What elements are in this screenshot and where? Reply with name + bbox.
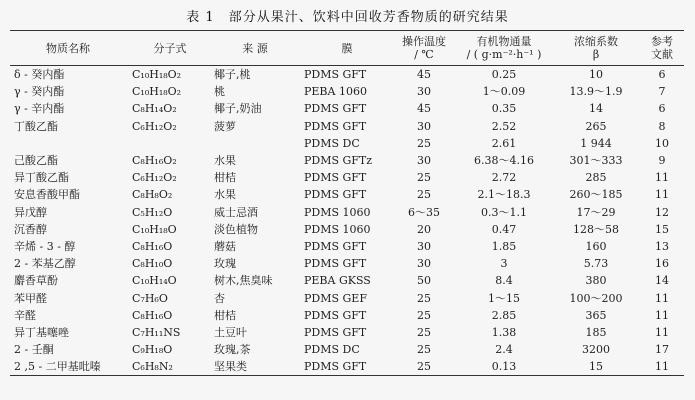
cell-flux: 0.47 [491,222,517,236]
table-number: 表 1 [186,10,215,25]
cell-name: 异丁基噻唑 [14,325,69,339]
cell-source: 柑桔 [214,171,236,185]
table-row [10,118,684,135]
cell-reference: 6 [658,102,666,116]
cell-flux: 0.3～1.1 [481,205,527,219]
cell-temperature: 30 [417,239,431,253]
cell-flux: 1.38 [491,325,517,339]
cell-flux: 2.1～18.3 [477,188,531,202]
cell-flux: 2.72 [491,171,517,185]
cell-formula: C₁₀H₁₈O₂ [132,85,182,99]
header-membrane: 膜 [341,41,353,55]
cell-temperature: 25 [417,308,431,322]
cell-formula: C₈H₁₄O₂ [132,102,177,116]
cell-membrane: PEBA GKSS [304,274,371,288]
cell-enrichment: 1 944 [580,136,612,150]
table-row [10,272,684,289]
cell-source: 威士忌酒 [214,205,258,219]
cell-membrane: PDMS GFT [304,360,367,374]
cell-enrichment: 380 [585,274,607,288]
table-row [10,169,684,186]
cell-membrane: PDMS GFT [304,308,367,322]
cell-temperature: 25 [417,360,431,374]
cell-flux: 3 [500,257,508,271]
cell-enrichment: 160 [585,239,607,253]
cell-enrichment: 285 [585,171,607,185]
results-table [10,30,684,376]
cell-formula: C₉H₁₈O [132,343,173,357]
cell-name: 异戊醇 [14,205,47,219]
cell-name: 己酸乙酯 [14,154,58,168]
cell-flux: 2.52 [491,119,517,133]
cell-reference: 13 [655,239,669,253]
cell-name: 丁酸乙酯 [14,119,58,133]
cell-enrichment: 17～29 [576,205,616,219]
cell-enrichment: 15 [589,360,603,374]
cell-temperature: 30 [417,85,431,99]
table-row [10,238,684,255]
cell-reference: 11 [655,291,669,305]
cell-reference: 7 [658,85,666,99]
cell-reference: 17 [655,343,669,357]
cell-source: 淡色植物 [214,222,258,236]
cell-formula: C₁₀H₁₈O [132,222,177,236]
cell-flux: 1～15 [488,291,520,305]
cell-membrane: PDMS 1060 [304,222,371,236]
cell-membrane: PDMS GFT [304,171,367,185]
cell-source: 水果 [214,154,236,168]
cell-flux: 0.25 [491,68,517,82]
cell-formula: C₈H₈O₂ [132,188,173,202]
cell-temperature: 6～35 [408,205,440,219]
cell-temperature: 45 [417,68,431,82]
cell-reference: 6 [658,68,666,82]
header-flux [456,31,552,66]
cell-name: γ - 辛内酯 [14,102,65,116]
table-title [0,6,695,25]
cell-enrichment: 14 [589,102,603,116]
cell-reference: 11 [655,360,669,374]
cell-temperature: 25 [417,291,431,305]
cell-membrane: PDMS GFT [304,325,367,339]
cell-membrane: PDMS GFT [304,257,367,271]
cell-name: 安息香酸甲酯 [14,188,80,202]
table-row [10,83,684,100]
table-caption: 部分从果汁、饮料中回收芳香物质的研究结果 [228,10,509,25]
cell-enrichment: 128～58 [573,222,619,236]
cell-temperature: 20 [417,222,431,236]
cell-source: 桃 [214,85,225,99]
cell-flux: 2.61 [491,136,517,150]
cell-source: 玫瑰 [214,257,236,271]
cell-flux: 1.85 [491,239,517,253]
cell-name: 麝香草酚 [14,274,58,288]
table-row [10,221,684,238]
cell-enrichment: 5.73 [583,257,609,271]
cell-temperature: 50 [417,274,431,288]
cell-membrane: PDMS GFT [304,68,367,82]
cell-temperature: 30 [417,257,431,271]
header-flux-line2: / ( g·m⁻²·h⁻¹ ) [466,48,542,61]
header-enrichment-line2: β [592,48,600,61]
cell-membrane: PDMS 1060 [304,205,371,219]
table-row [10,255,684,272]
cell-formula: C₁₀H₁₈O₂ [132,68,182,82]
cell-source: 土豆叶 [214,325,247,339]
table-row [10,186,684,203]
cell-membrane: PDMS GFTz [304,154,373,168]
cell-membrane: PDMS GFT [304,119,367,133]
cell-formula: C₆H₁₂O₂ [132,119,177,133]
cell-flux: 0.13 [491,360,517,374]
cell-membrane: PDMS GFT [304,239,367,253]
cell-name: γ - 癸内酯 [14,85,65,99]
cell-name: 2 - 苯基乙醇 [14,257,76,271]
cell-temperature: 45 [417,102,431,116]
table-row [10,100,684,117]
cell-enrichment: 13.9～1.9 [569,85,623,99]
cell-source: 玫瑰,茶 [214,343,251,357]
cell-source: 杏 [214,291,225,305]
cell-reference: 15 [655,222,669,236]
cell-source: 树木,焦臭味 [214,274,273,288]
table-row [10,204,684,221]
cell-reference: 14 [655,274,669,288]
cell-temperature: 25 [417,325,431,339]
cell-formula: C₇H₆O [132,291,168,305]
cell-enrichment: 301～333 [569,154,623,168]
cell-name [10,135,124,152]
cell-formula: C₆H₈N₂ [132,360,173,374]
table-row [10,289,684,306]
cell-formula: C₈H₁₆O₂ [132,154,177,168]
header-temperature-line2: / ℃ [414,48,434,61]
cell-formula: C₈H₁₆O [132,308,173,322]
cell-enrichment: 265 [585,119,607,133]
cell-temperature: 30 [417,154,431,168]
cell-temperature: 25 [417,171,431,185]
cell-temperature: 30 [417,119,431,133]
cell-enrichment: 185 [585,325,607,339]
cell-name: 沉香醇 [14,222,47,236]
cell-flux: 8.4 [495,274,513,288]
header-flux-line1: 有机物通量 [476,35,532,48]
cell-formula: C₅H₁₂O [132,205,173,219]
cell-reference: 12 [655,205,669,219]
table-body [10,66,684,376]
cell-membrane: PDMS DC [304,343,360,357]
cell-formula [124,135,210,152]
header-reference-line2: 文献 [651,48,673,61]
cell-source: 菠萝 [214,119,236,133]
table-row [10,66,684,84]
cell-source: 椰子,桃 [214,68,251,82]
cell-enrichment: 260～185 [569,188,623,202]
table-row [10,341,684,358]
header-formula: 分子式 [153,41,187,55]
cell-flux: 0.35 [491,102,517,116]
header-name: 物质名称 [46,41,90,55]
cell-reference: 10 [655,136,669,150]
cell-reference: 11 [655,325,669,339]
cell-flux: 2.4 [495,343,513,357]
cell-temperature: 25 [417,136,431,150]
cell-enrichment: 365 [585,308,607,322]
cell-temperature: 25 [417,188,431,202]
cell-formula: C₁₀H₁₄O [132,274,177,288]
cell-formula: C₈H₁₆O [132,239,173,253]
table-row [10,152,684,169]
cell-membrane: PEBA 1060 [304,85,367,99]
cell-name: 辛醛 [14,308,36,322]
cell-membrane: PDMS GFT [304,188,367,202]
cell-enrichment: 10 [589,68,603,82]
header-temperature-line1: 操作温度 [402,35,446,48]
header-reference [640,31,684,66]
header-row [10,31,684,66]
cell-source: 水果 [214,188,236,202]
header-source: 来 源 [242,41,268,55]
cell-membrane: PDMS DC [304,136,360,150]
cell-flux: 2.85 [491,308,517,322]
table-row [10,324,684,341]
cell-reference: 11 [655,308,669,322]
header-reference-line1: 参考 [651,35,673,48]
cell-membrane: PDMS GFT [304,102,367,116]
table-row [10,135,684,152]
cell-formula: C₆H₁₂O₂ [132,171,177,185]
cell-source: 椰子,奶油 [214,102,262,116]
cell-flux: 6.38～4.16 [474,154,534,168]
table-row [10,358,684,376]
cell-source [210,135,298,152]
cell-name: δ - 癸内酯 [14,68,65,82]
cell-enrichment: 3200 [582,343,610,357]
cell-reference: 16 [655,257,669,271]
cell-flux: 1～0.09 [482,85,526,99]
cell-formula: C₈H₁₀O [132,257,173,271]
cell-reference: 9 [658,154,666,168]
header-enrichment-line1: 浓缩系数 [574,35,618,48]
cell-name: 2 ,5 - 二甲基吡嗪 [14,360,101,374]
cell-name: 辛烯 - 3 - 醇 [14,239,76,253]
header-temperature [392,31,456,66]
cell-reference: 11 [655,188,669,202]
cell-name: 苯甲醛 [14,291,47,305]
cell-enrichment: 100～200 [569,291,623,305]
cell-reference: 8 [658,119,666,133]
cell-source: 柑桔 [214,308,236,322]
cell-name: 2 - 壬酮 [14,343,54,357]
cell-source: 蘑菇 [214,239,236,253]
cell-temperature: 25 [417,343,431,357]
header-enrichment [552,31,640,66]
table-row [10,307,684,324]
cell-membrane: PDMS GEF [304,291,367,305]
cell-name: 异丁酸乙酯 [14,171,69,185]
cell-reference: 11 [655,171,669,185]
cell-formula: C₇H₁₁NS [132,325,181,339]
cell-source: 坚果类 [214,360,247,374]
